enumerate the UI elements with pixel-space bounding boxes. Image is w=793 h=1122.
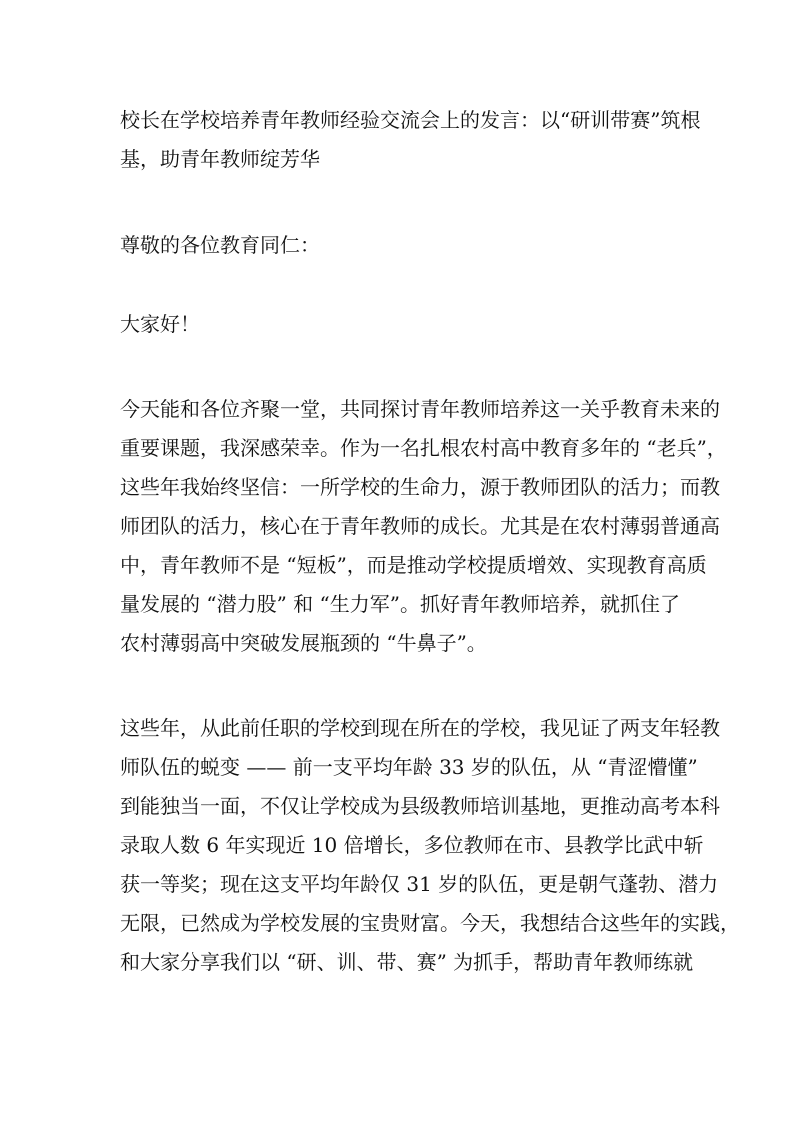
paragraph1-line-3: 这些年我始终坚信：一所学校的生命力，源于教师团队的活力；而教 <box>120 475 720 499</box>
paragraph1-line-1: 今天能和各位齐聚一堂，共同探讨青年教师培养这一关乎教育未来的 <box>120 397 720 421</box>
title-line-2: 基，助青年教师绽芳华 <box>120 147 320 171</box>
paragraph1-line-2: 重要课题，我深感荣幸。作为一名扎根农村高中教育多年的 “老兵”， <box>120 436 727 460</box>
paragraph2-line-4: 录取人数 6 年实现近 10 倍增长，多位教师在市、县教学比武中斩 <box>120 833 704 857</box>
title-line-1: 校长在学校培养青年教师经验交流会上的发言：以“研训带赛”筑根 <box>120 108 701 132</box>
paragraph1-line-7: 农村薄弱高中突破发展瓶颈的 “牛鼻子”。 <box>120 631 487 655</box>
greeting: 大家好！ <box>120 312 200 336</box>
paragraph1-line-6: 量发展的 “潜力股” 和 “生力军”。抓好青年教师培养，就抓住了 <box>120 592 680 616</box>
paragraph2-line-7: 和大家分享我们以 “研、训、带、赛” 为抓手，帮助青年教师练就 <box>120 950 694 974</box>
paragraph1-line-4: 师团队的活力，核心在于青年教师的成长。尤其是在农村薄弱普通高 <box>120 514 720 538</box>
paragraph2-line-5: 获一等奖；现在这支平均年龄仅 31 岁的队伍，更是朝气蓬勃、潜力 <box>120 872 719 896</box>
paragraph1-line-5: 中，青年教师不是 “短板”，而是推动学校提质增效、实现教育高质 <box>120 553 707 577</box>
salutation: 尊敬的各位教育同仁： <box>120 233 320 257</box>
paragraph2-line-3: 到能独当一面，不仅让学校成为县级教师培训基地，更推动高考本科 <box>120 794 720 818</box>
paragraph2-line-1: 这些年，从此前任职的学校到现在所在的学校，我见证了两支年轻教 <box>120 716 720 740</box>
paragraph2-line-2: 师队伍的蜕变 —— 前一支平均年龄 33 岁的队伍，从 “青涩懵懂” <box>120 755 698 779</box>
paragraph2-line-6: 无限，已然成为学校发展的宝贵财富。今天，我想结合这些年的实践， <box>120 911 740 935</box>
